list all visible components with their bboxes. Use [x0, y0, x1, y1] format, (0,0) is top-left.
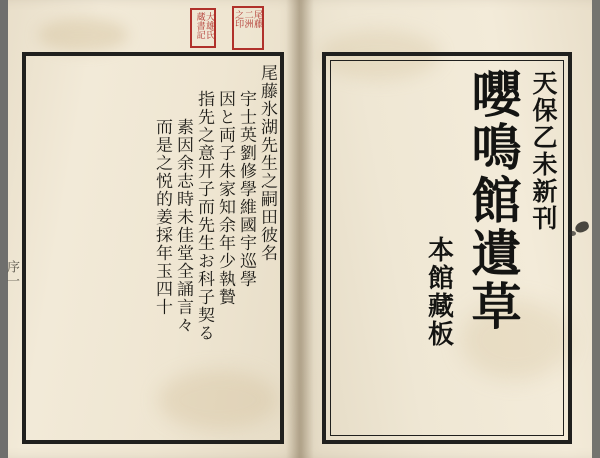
seal-stamp-right: 尾藤 二洲 之印: [232, 6, 264, 50]
preface-column-1: 尾藤氷湖先生之嗣田彼名: [257, 63, 277, 263]
preface-column-6: 而是之悦的姜採年玉四十: [151, 117, 172, 317]
publication-date: 天保乙未新刊: [529, 70, 558, 232]
preface-column-5: 素因余志時未佳堂全誦言々: [172, 117, 193, 335]
seal-stamp-left: 大雄氏 蔵書記: [190, 8, 216, 48]
ink-blot-small: [569, 231, 576, 236]
preface-column-4: 指先之意开子而先生お科子契る: [193, 89, 214, 343]
title-block: [330, 60, 564, 436]
publisher-imprint: 本館藏板: [423, 236, 454, 348]
book-title: 嚶鳴館遺草: [463, 68, 523, 333]
page-edge-label: 序一: [4, 260, 19, 288]
preface-text-block: [30, 62, 276, 436]
paper-stain: [38, 18, 128, 52]
preface-column-2: 宇士英劉修學維國宇巡學: [235, 89, 256, 289]
preface-column-3: 因と両子朱家知余年少執贄: [214, 89, 235, 307]
